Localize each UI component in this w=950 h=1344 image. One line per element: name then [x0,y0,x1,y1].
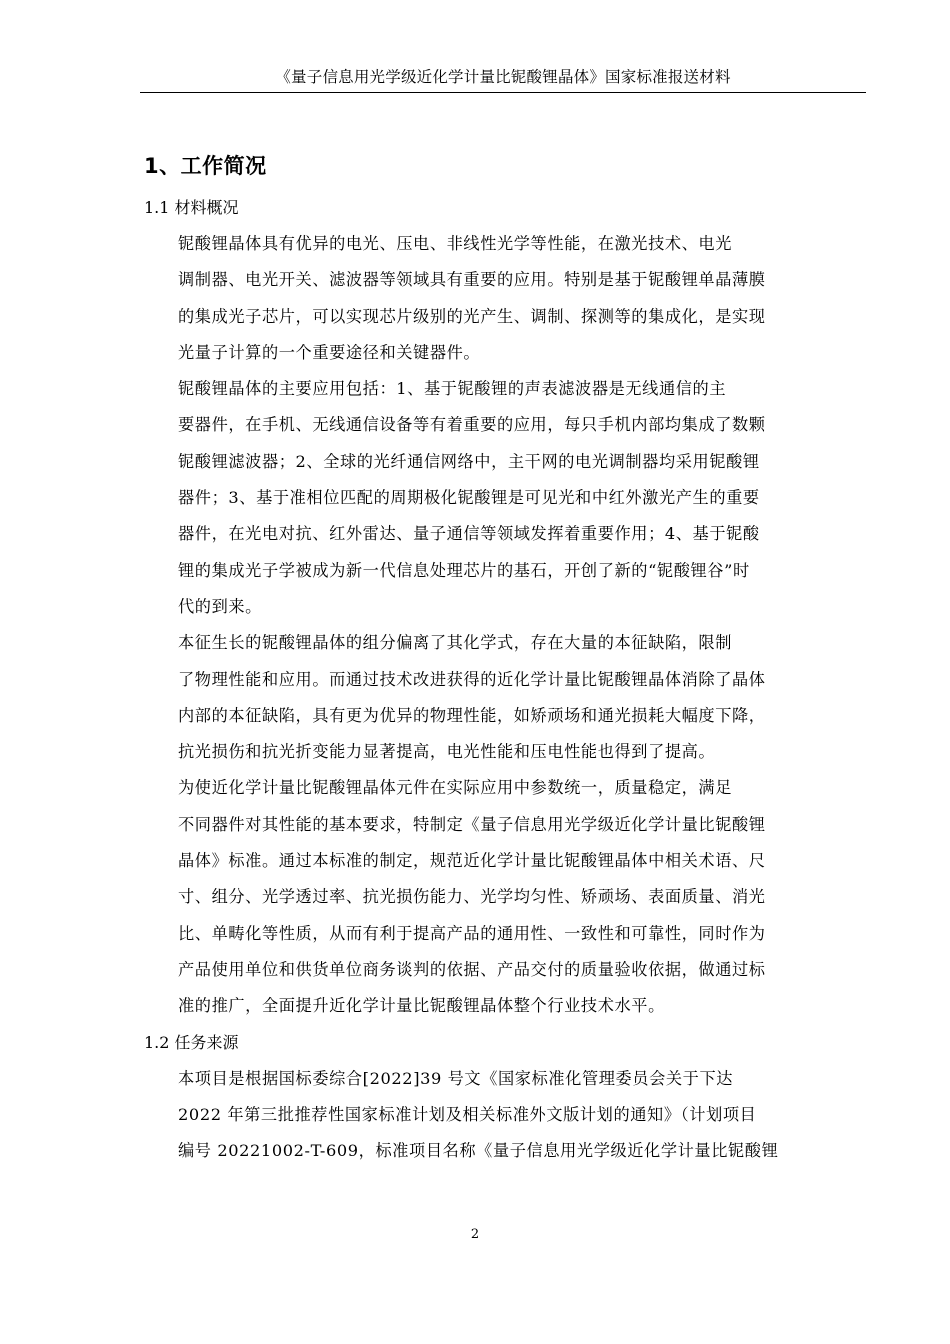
running-header: 《量子信息用光学级近化学计量比铌酸锂晶体》国家标准报送材料 [275,68,731,86]
paragraph-line: 铌酸锂晶体具有优异的电光、压电、非线性光学等性能，在激光技术、电光 [178,234,733,253]
paragraph-line: 比、单畴化等性质，从而有利于提高产品的通用性、一致性和可靠性，同时作为 [178,923,766,943]
subsection-title-1-1: 1.1 材料概况 [144,198,239,217]
paragraph-line: 2022 年第三批推荐性国家标准计划及相关标准外文版计划的通知》（计划项目 [178,1104,757,1124]
subsection-title-1-2: 1.2 任务来源 [144,1032,239,1052]
paragraph-line: 器件；3、基于准相位匹配的周期极化铌酸锂是可见光和中红外激光产生的重要 [178,488,760,508]
paragraph [144,371,808,625]
page-number: 2 [470,1227,480,1242]
paragraph-line: 要器件，在手机、无线通信设备等有着重要的应用，每只手机内部均集成了数颗 [178,415,766,435]
header-rule [140,92,866,93]
paragraph-line: 铌酸锂晶体的主要应用包括：1、基于铌酸锂的声表滤波器是无线通信的主 [178,379,727,399]
paragraph-line: 本征生长的铌酸锂晶体的组分偏离了其化学式，存在大量的本征缺陷，限制 [178,633,733,653]
paragraph-line: 晶体》标准。通过本标准的制定，规范近化学计量比铌酸锂晶体中相关术语、尺 [178,851,766,871]
paragraph-line: 的集成光子芯片，可以实现芯片级别的光产生、调制、探测等的集成化，是实现 [178,306,766,326]
section-heading: 1、工作简况 [144,154,267,178]
paragraph-line: 不同器件对其性能的基本要求，特制定《量子信息用光学级近化学计量比铌酸锂 [178,814,766,834]
paragraph-line: 编号 20221002-T-609，标准项目名称《量子信息用光学级近化学计量比铌酸锂 [178,1141,779,1161]
paragraph-line: 了物理性能和应用。而通过技术改进获得的近化学计量比铌酸锂晶体消除了晶体 [178,669,766,689]
paragraph-line: 本项目是根据国标委综合[2022]39 号文《国家标准化管理委员会关于下达 [178,1068,734,1088]
paragraph-line: 寸、组分、光学透过率、抗光损伤能力、光学均匀性、矫顽场、表面质量、消光 [178,887,766,907]
paragraph-line: 为使近化学计量比铌酸锂晶体元件在实际应用中参数统一，质量稳定，满足 [178,778,733,798]
paragraph-line: 产品使用单位和供货单位商务谈判的依据、产品交付的质量验收依据，做通过标 [178,959,766,979]
paragraph [144,226,808,371]
paragraph [144,1061,808,1170]
paragraph-line: 器件，在光电对抗、红外雷达、量子通信等领域发挥着重要作用；4、基于铌酸 [178,524,760,544]
paragraph-line: 调制器、电光开关、滤波器等领域具有重要的应用。特别是基于铌酸锂单晶薄膜 [178,270,766,290]
paragraph-line: 铌酸锂滤波器；2、全球的光纤通信网络中，主干网的电光调制器均采用铌酸锂 [178,451,760,471]
paragraph-line: 锂的集成光子学被成为新一代信息处理芯片的基石，开创了新的“铌酸锂谷”时 [178,560,750,580]
paragraph-line: 抗光损伤和抗光折变能力显著提高，电光性能和压电性能也得到了提高。 [178,742,716,762]
paragraph-line: 准的推广，全面提升近化学计量比铌酸锂晶体整个行业技术水平。 [178,996,665,1016]
paragraph [144,625,808,770]
paragraph [144,770,808,1024]
paragraph-line: 内部的本征缺陷，具有更为优异的物理性能，如矫顽场和通光损耗大幅度下降， [178,705,766,725]
paragraph-line: 代的到来。 [178,596,262,616]
paragraph-line: 光量子计算的一个重要途径和关键器件。 [178,342,481,362]
page-content [144,146,808,1169]
